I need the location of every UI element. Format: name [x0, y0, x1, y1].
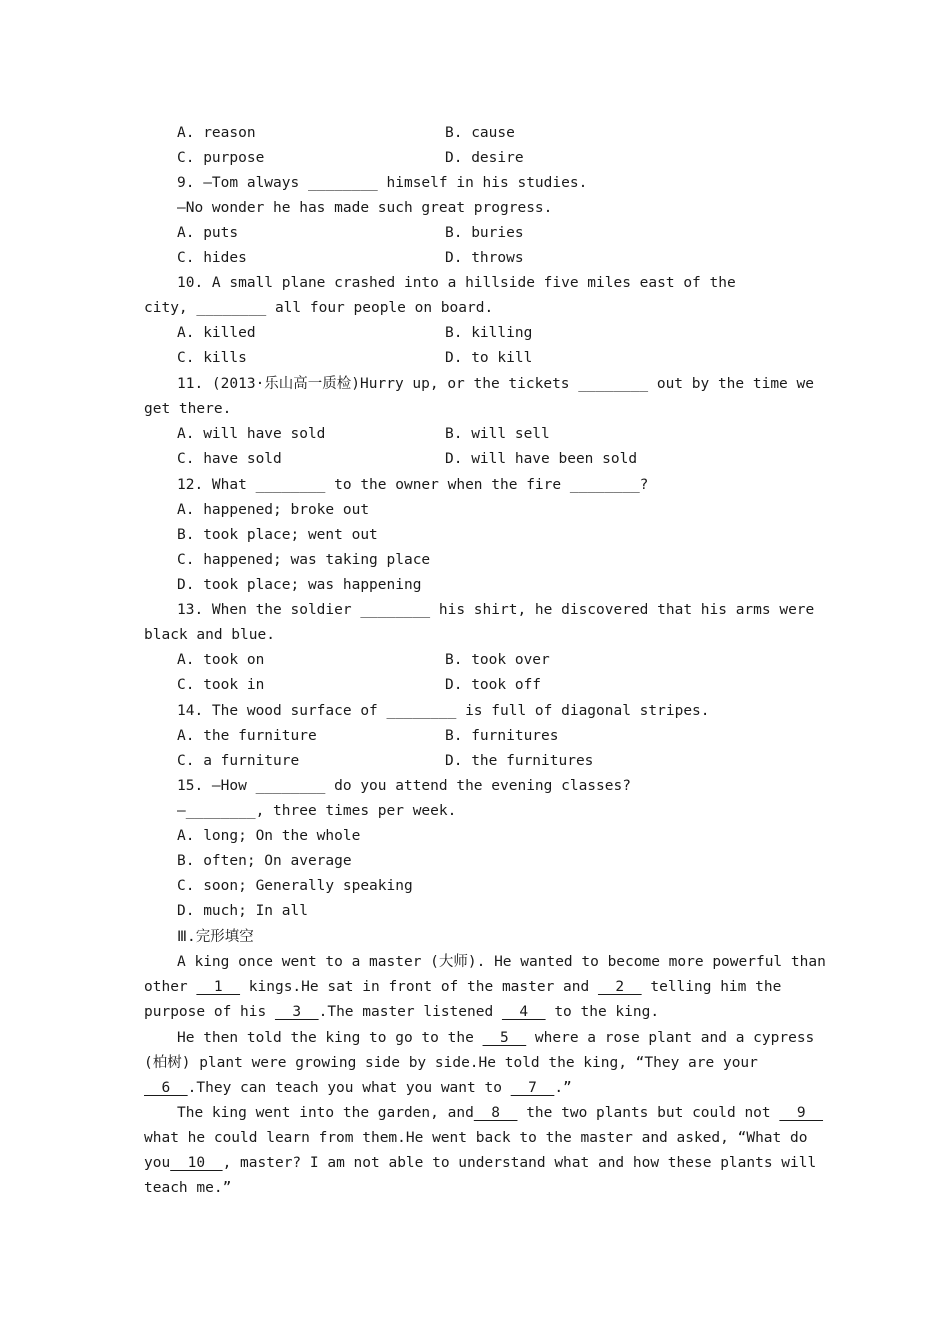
blank-9[interactable]: 9	[779, 1105, 824, 1121]
q12-option-c: C. happened; was taking place	[177, 552, 431, 568]
q13-option-d: D. took off	[445, 677, 542, 693]
q8-option-c: C. purpose	[177, 150, 265, 166]
q15-response: —________, three times per week.	[177, 803, 457, 819]
q14-option-d: D. the furnitures	[445, 753, 594, 769]
text-run: The king went into the garden, and	[177, 1105, 474, 1121]
q8-option-a: A. reason	[177, 125, 256, 141]
text-run: kings.He sat in front of the master and	[240, 979, 598, 995]
text-run: .”	[554, 1080, 572, 1096]
cloze-p2-line3	[144, 1078, 572, 1098]
q13-option-c: C. took in	[177, 677, 265, 693]
q9-option-a: A. puts	[177, 225, 239, 241]
q14-option-a: A. the furniture	[177, 728, 317, 744]
section-heading: Ⅲ.完形填空	[177, 929, 254, 945]
q11-option-c: C. have sold	[177, 451, 282, 467]
q15-option-a: A. long; On the whole	[177, 828, 361, 844]
q15-option-c: C. soon; Generally speaking	[177, 878, 413, 894]
q11-option-d: D. will have been sold	[445, 451, 638, 467]
q9-option-c: C. hides	[177, 250, 247, 266]
q10-option-c: C. kills	[177, 350, 247, 366]
q9-stem: 9. —Tom always ________ himself in his studies.	[177, 175, 588, 191]
q14-option-c: C. a furniture	[177, 753, 300, 769]
blank-1[interactable]: 1	[196, 979, 241, 995]
q10-option-b: B. killing	[445, 325, 533, 341]
cloze-p2-line2: (柏树) plant were growing side by side.He told the king, “They are your	[144, 1055, 758, 1071]
q13-stem: 13. When the soldier ________ his shirt, he discovered that his arms were	[177, 602, 815, 618]
q15-option-d: D. much; In all	[177, 903, 308, 919]
blank-6[interactable]: 6	[144, 1080, 188, 1096]
text-run: you	[144, 1155, 171, 1171]
q12-option-d: D. took place; was happening	[177, 577, 422, 593]
blank-10[interactable]: 10	[170, 1155, 223, 1171]
blank-5[interactable]: 5	[482, 1030, 527, 1046]
q13-stem-cont: black and blue.	[144, 627, 275, 643]
cloze-p3-line3	[144, 1153, 816, 1173]
text-run: telling him the	[641, 979, 782, 995]
cloze-p1-line1: A king once went to a master (大师). He wanted to become more powerful than	[177, 954, 826, 970]
q11-option-b: B. will sell	[445, 426, 550, 442]
blank-8[interactable]: 8	[473, 1105, 518, 1121]
q9-option-b: B. buries	[445, 225, 524, 241]
q12-option-a: A. happened; broke out	[177, 502, 370, 518]
q10-option-a: A. killed	[177, 325, 256, 341]
q8-option-d: D. desire	[445, 150, 524, 166]
q10-option-d: D. to kill	[445, 350, 533, 366]
cloze-p3-line1	[177, 1103, 823, 1123]
text-run: other	[144, 979, 197, 995]
blank-4[interactable]: 4	[501, 1004, 546, 1020]
q12-stem: 12. What ________ to the owner when the fire ________?	[177, 477, 649, 493]
cloze-p1-line2	[144, 977, 781, 997]
q8-option-b: B. cause	[445, 125, 515, 141]
q10-stem-cont: city, ________ all four people on board.	[144, 300, 494, 316]
text-run: purpose of his	[144, 1004, 275, 1020]
cloze-p2-line1	[177, 1028, 814, 1048]
text-run: .They can teach you what you want to	[187, 1080, 511, 1096]
q15-option-b: B. often; On average	[177, 853, 352, 869]
cloze-p1-line3	[144, 1002, 659, 1022]
q14-option-b: B. furnitures	[445, 728, 559, 744]
blank-7[interactable]: 7	[510, 1080, 555, 1096]
blank-3[interactable]: 3	[274, 1004, 319, 1020]
q11-option-a: A. will have sold	[177, 426, 326, 442]
cloze-p3-line4: teach me.”	[144, 1180, 232, 1196]
q10-stem: 10. A small plane crashed into a hillside five miles east of the	[177, 275, 736, 291]
text-run: where a rose plant and a cypress	[526, 1030, 815, 1046]
q13-option-b: B. took over	[445, 652, 550, 668]
text-run: He then told the king to go to the	[177, 1030, 483, 1046]
cloze-p3-line2: what he could learn from them.He went back to the master and asked, “What do	[144, 1130, 808, 1146]
q9-response: —No wonder he has made such great progress.	[177, 200, 553, 216]
q13-option-a: A. took on	[177, 652, 265, 668]
q15-stem: 15. —How ________ do you attend the evening classes?	[177, 778, 631, 794]
text-run: the two plants but could not	[517, 1105, 780, 1121]
blank-2[interactable]: 2	[597, 979, 642, 995]
q11-stem: 11. (2013·乐山高一质检)Hurry up, or the tickets ________ out by the time we	[177, 376, 814, 392]
q9-option-d: D. throws	[445, 250, 524, 266]
text-run: , master? I am not able to understand what and how these plants will	[222, 1155, 817, 1171]
text-run: to the king.	[545, 1004, 660, 1020]
q14-stem: 14. The wood surface of ________ is full of diagonal stripes.	[177, 703, 710, 719]
text-run: .The master listened	[318, 1004, 502, 1020]
q12-option-b: B. took place; went out	[177, 527, 378, 543]
q11-stem-cont: get there.	[144, 401, 232, 417]
